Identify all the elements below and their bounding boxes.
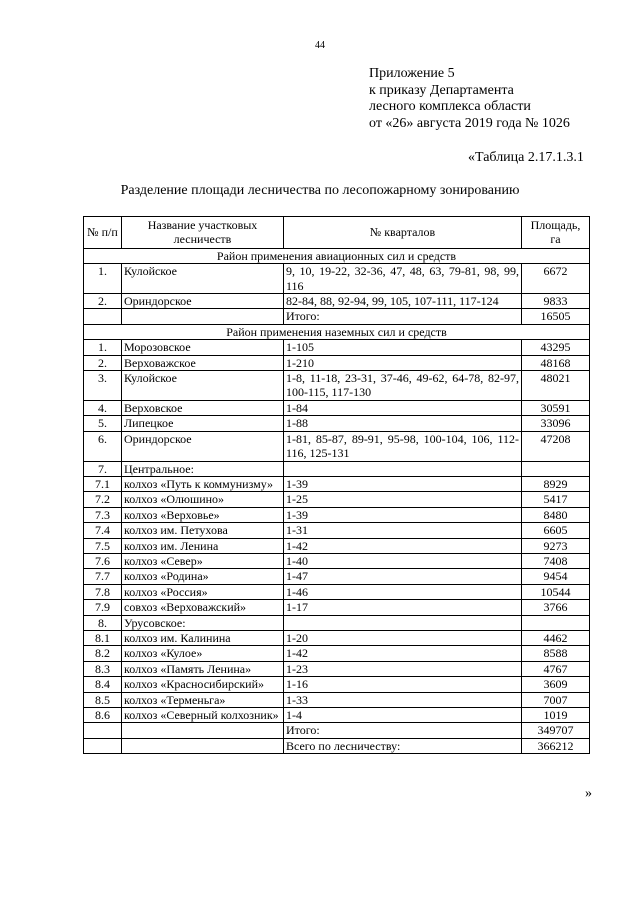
quarter-numbers: 1-25 — [284, 492, 522, 507]
empty-cell — [122, 738, 284, 753]
table-row — [84, 400, 590, 415]
quarter-numbers: 1-42 — [284, 538, 522, 553]
row-number: 7.5 — [84, 538, 122, 553]
forestry-name: совхоз «Верховажский» — [122, 600, 284, 615]
table-row — [84, 600, 590, 615]
quarter-numbers: 1-16 — [284, 677, 522, 692]
row-number: 7.3 — [84, 507, 122, 522]
subtotal-value: 349707 — [522, 723, 590, 738]
row-number: 7.4 — [84, 523, 122, 538]
empty-cell — [122, 309, 284, 324]
header-area: Площадь, га — [522, 217, 590, 249]
area-value: 48021 — [522, 371, 590, 401]
forestry-name: Ориндорское — [122, 431, 284, 461]
forestry-name: колхоз им. Ленина — [122, 538, 284, 553]
quarter-numbers: 1-4 — [284, 708, 522, 723]
forestry-name: колхоз «Родина» — [122, 569, 284, 584]
subtotal-row — [84, 309, 590, 324]
row-number: 2. — [84, 294, 122, 309]
quarter-numbers: 1-33 — [284, 692, 522, 707]
area-value: 4462 — [522, 630, 590, 645]
forestry-name: Кулойское — [122, 371, 284, 401]
appendix-header — [369, 66, 570, 132]
table-row — [84, 492, 590, 507]
empty-cell — [122, 723, 284, 738]
area-value: 8480 — [522, 507, 590, 522]
row-number: 8.5 — [84, 692, 122, 707]
row-number: 4. — [84, 400, 122, 415]
forestry-name: Морозовское — [122, 340, 284, 355]
area-value: 6605 — [522, 523, 590, 538]
area-value: 7408 — [522, 553, 590, 568]
table-row — [84, 569, 590, 584]
table-row — [84, 677, 590, 692]
section-title: Район применения наземных сил и средств — [84, 324, 590, 339]
area-value: 10544 — [522, 584, 590, 599]
table-row — [84, 340, 590, 355]
table-body — [84, 248, 590, 753]
table-row — [84, 371, 590, 401]
forestry-name: колхоз «Северный колхозник» — [122, 708, 284, 723]
closing-quote: » — [585, 786, 592, 801]
subtotal-value: 16505 — [522, 309, 590, 324]
area-value: 4767 — [522, 661, 590, 676]
area-value: 9833 — [522, 294, 590, 309]
forestry-name: колхоз «Север» — [122, 553, 284, 568]
row-number: 7.2 — [84, 492, 122, 507]
area-value: 5417 — [522, 492, 590, 507]
quarter-numbers: 1-105 — [284, 340, 522, 355]
forestry-name: Кулойское — [122, 264, 284, 294]
quarter-numbers: 1-23 — [284, 661, 522, 676]
forestry-name: колхоз им. Петухова — [122, 523, 284, 538]
section-title: Район применения авиационных сил и средств — [84, 248, 590, 263]
table-row — [84, 355, 590, 370]
table-row — [84, 692, 590, 707]
area-value — [522, 461, 590, 476]
quarter-numbers: 1-39 — [284, 507, 522, 522]
area-value: 43295 — [522, 340, 590, 355]
table-row — [84, 294, 590, 309]
forestry-name: Урусовское: — [122, 615, 284, 630]
area-value: 1019 — [522, 708, 590, 723]
table-number: «Таблица 2.17.1.3.1 — [468, 150, 584, 165]
area-value: 7007 — [522, 692, 590, 707]
forestry-name: колхоз «Россия» — [122, 584, 284, 599]
quarter-numbers — [284, 615, 522, 630]
table-title: Разделение площади лесничества по лесопожарному зонированию — [120, 183, 520, 198]
quarter-numbers: 1-210 — [284, 355, 522, 370]
subtotal-row — [84, 723, 590, 738]
table-row — [84, 264, 590, 294]
table-row — [84, 630, 590, 645]
header-blocks: № кварталов — [284, 217, 522, 249]
forestry-name: колхоз «Красносибирский» — [122, 677, 284, 692]
row-number: 7.6 — [84, 553, 122, 568]
grand-total-value: 366212 — [522, 738, 590, 753]
area-value: 8929 — [522, 476, 590, 491]
row-number: 3. — [84, 371, 122, 401]
table-row — [84, 584, 590, 599]
quarter-numbers: 9, 10, 19-22, 32-36, 47, 48, 63, 79-81, 98, 99, 116 — [284, 264, 522, 294]
row-number: 1. — [84, 264, 122, 294]
appendix-line: Приложение 5 — [369, 66, 455, 81]
grand-total-row — [84, 738, 590, 753]
quarter-numbers: 1-42 — [284, 646, 522, 661]
forestry-name: колхоз им. Калинина — [122, 630, 284, 645]
area-value: 33096 — [522, 416, 590, 431]
quarter-numbers: 1-88 — [284, 416, 522, 431]
quarter-numbers: 1-8, 11-18, 23-31, 37-46, 49-62, 64-78, 82-97, 100-115, 117-130 — [284, 371, 522, 401]
row-number: 7.9 — [84, 600, 122, 615]
row-number: 7.7 — [84, 569, 122, 584]
forestry-name: колхоз «Терменьга» — [122, 692, 284, 707]
row-number: 8.1 — [84, 630, 122, 645]
quarter-numbers — [284, 461, 522, 476]
quarter-numbers: 1-17 — [284, 600, 522, 615]
section-header-row — [84, 324, 590, 339]
table-row — [84, 416, 590, 431]
area-value: 9273 — [522, 538, 590, 553]
quarter-numbers: 1-40 — [284, 553, 522, 568]
table-row — [84, 553, 590, 568]
table-header-row — [84, 217, 590, 249]
zoning-table — [83, 216, 590, 754]
area-value — [522, 615, 590, 630]
table-row — [84, 523, 590, 538]
area-value: 3609 — [522, 677, 590, 692]
appendix-line: к приказу Департамента — [369, 82, 514, 98]
table-row — [84, 708, 590, 723]
quarter-numbers: 1-39 — [284, 476, 522, 491]
quarter-numbers: 1-46 — [284, 584, 522, 599]
quarter-numbers: 1-47 — [284, 569, 522, 584]
forestry-name: колхоз «Олюшино» — [122, 492, 284, 507]
subtotal-label: Итого: — [284, 723, 522, 738]
table-row — [84, 461, 590, 476]
area-value: 30591 — [522, 400, 590, 415]
table-row — [84, 507, 590, 522]
area-value: 48168 — [522, 355, 590, 370]
quarter-numbers: 1-31 — [284, 523, 522, 538]
area-value: 8588 — [522, 646, 590, 661]
table-row — [84, 538, 590, 553]
appendix-line: от «26» августа 2019 года № 1026 — [369, 115, 570, 131]
table-row — [84, 661, 590, 676]
row-number: 8.2 — [84, 646, 122, 661]
empty-cell — [84, 309, 122, 324]
table-row — [84, 431, 590, 461]
forestry-name: Ориндорское — [122, 294, 284, 309]
header-name: Название участковых лесничеств — [122, 217, 284, 249]
row-number: 7. — [84, 461, 122, 476]
quarter-numbers: 1-20 — [284, 630, 522, 645]
forestry-name: колхоз «Верховье» — [122, 507, 284, 522]
subtotal-label: Итого: — [284, 309, 522, 324]
table-row — [84, 615, 590, 630]
forestry-name: колхоз «Путь к коммунизму» — [122, 476, 284, 491]
forestry-name: колхоз «Память Ленина» — [122, 661, 284, 676]
row-number: 5. — [84, 416, 122, 431]
page-number: 44 — [315, 40, 325, 51]
area-value: 47208 — [522, 431, 590, 461]
section-header-row — [84, 248, 590, 263]
row-number: 8.3 — [84, 661, 122, 676]
row-number: 8.6 — [84, 708, 122, 723]
area-value: 3766 — [522, 600, 590, 615]
table-row — [84, 476, 590, 491]
row-number: 7.1 — [84, 476, 122, 491]
forestry-name: Липецкое — [122, 416, 284, 431]
forestry-name: Центральное: — [122, 461, 284, 476]
table-row — [84, 646, 590, 661]
header-num: № п/п — [84, 217, 122, 249]
empty-cell — [84, 723, 122, 738]
grand-total-label: Всего по лесничеству: — [284, 738, 522, 753]
empty-cell — [84, 738, 122, 753]
quarter-numbers: 82-84, 88, 92-94, 99, 105, 107-111, 117-124 — [284, 294, 522, 309]
row-number: 2. — [84, 355, 122, 370]
quarter-numbers: 1-84 — [284, 400, 522, 415]
forestry-name: Верховажское — [122, 355, 284, 370]
row-number: 7.8 — [84, 584, 122, 599]
row-number: 6. — [84, 431, 122, 461]
row-number: 8.4 — [84, 677, 122, 692]
appendix-line: лесного комплекса области — [369, 99, 531, 114]
forestry-name: Верховское — [122, 400, 284, 415]
row-number: 1. — [84, 340, 122, 355]
area-value: 9454 — [522, 569, 590, 584]
row-number: 8. — [84, 615, 122, 630]
quarter-numbers: 1-81, 85-87, 89-91, 95-98, 100-104, 106, 112-116, 125-131 — [284, 431, 522, 461]
area-value: 6672 — [522, 264, 590, 294]
forestry-name: колхоз «Кулое» — [122, 646, 284, 661]
